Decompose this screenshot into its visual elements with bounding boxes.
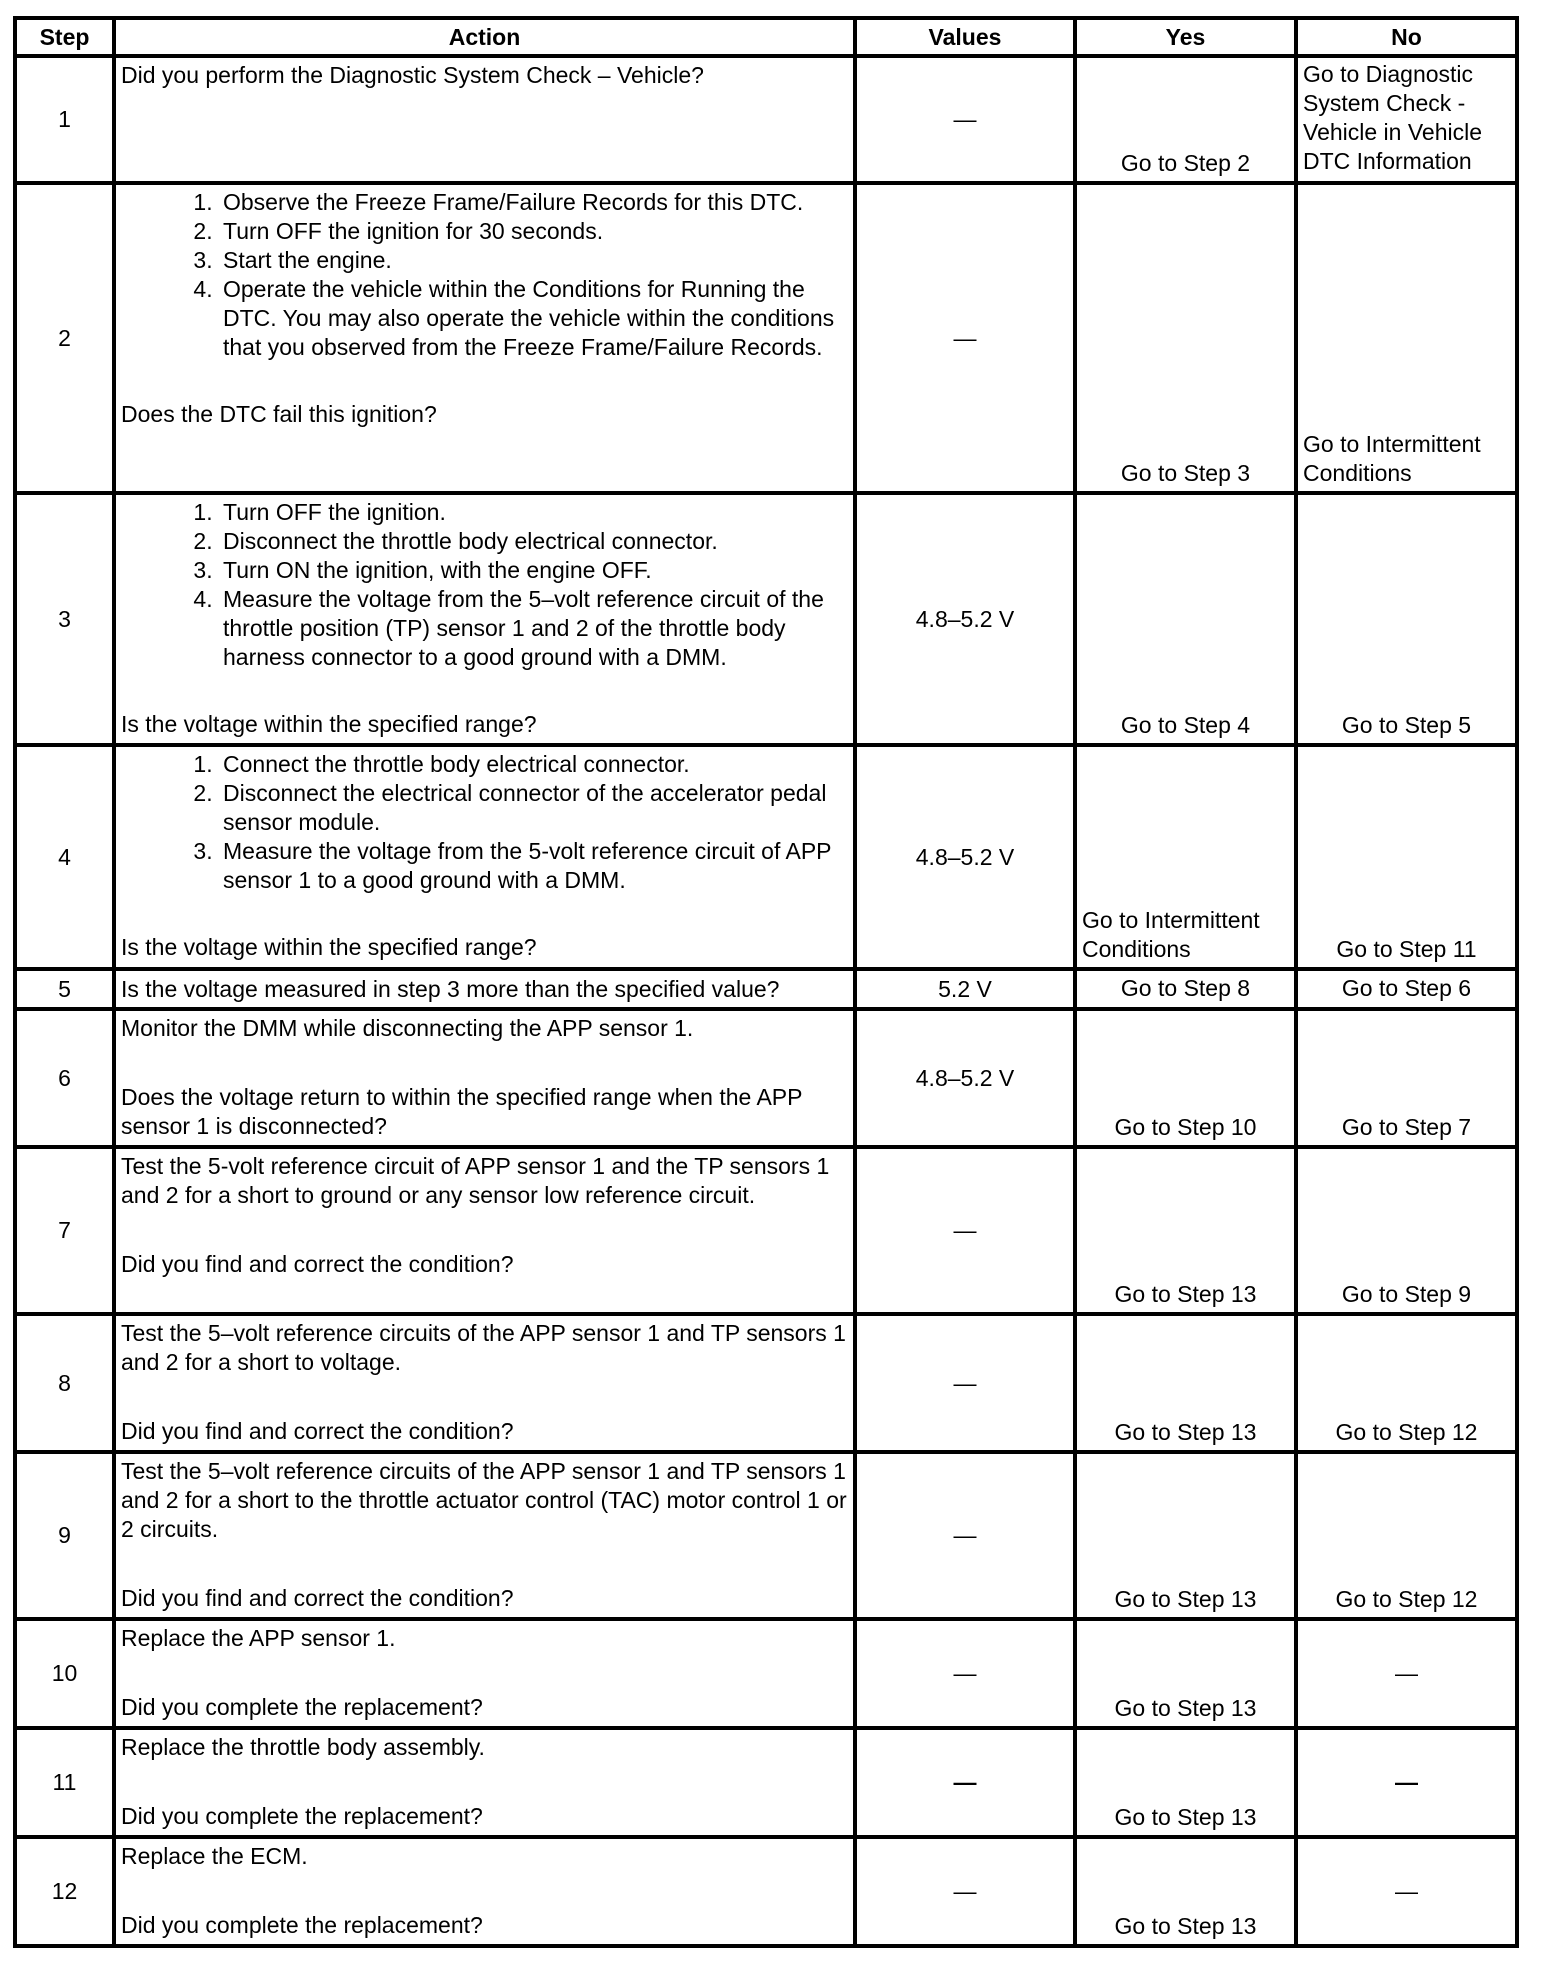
action-text: Replace the ECM.: [121, 1843, 308, 1869]
diagnostic-table: [13, 16, 1519, 1948]
action-question: Did you find and correct the condition?: [121, 1585, 514, 1611]
action-step-item: 4. Measure the voltage from the 5–volt reference circuit of the throttle position (TP) sensor 1 and 2 of the throttle body harness connector to a good ground with a DMM.: [219, 585, 849, 672]
header-no: No: [1296, 18, 1517, 56]
diagnostic-table-sheet: [13, 16, 1515, 1953]
action-question: Is the voltage within the specified range?: [121, 934, 537, 960]
action-text: Test the 5–volt reference circuits of the APP sensor 1 and TP sensors 1 and 2 for a short to the throttle actuator control (TAC) motor control 1 or 2 circuits.: [121, 1458, 847, 1542]
step-number: 9: [15, 1452, 114, 1619]
table-row: [15, 969, 1517, 1009]
no-cell: —: [1296, 1728, 1517, 1837]
action-cell: [114, 183, 855, 493]
action-question: Does the voltage return to within the specified range when the APP sensor 1 is disconnected?: [121, 1084, 803, 1139]
action-question: Did you find and correct the condition?: [121, 1418, 514, 1444]
action-question: Is the voltage within the specified range?: [121, 711, 537, 737]
yes-cell: Go to Intermittent Conditions: [1075, 745, 1296, 969]
action-cell: [114, 1837, 855, 1946]
no-cell: —: [1296, 1619, 1517, 1728]
yes-cell: Go to Step 13: [1075, 1619, 1296, 1728]
action-question: Did you complete the replacement?: [121, 1912, 483, 1938]
table-row: [15, 1147, 1517, 1314]
yes-cell: Go to Step 4: [1075, 493, 1296, 745]
no-cell: Go to Step 12: [1296, 1452, 1517, 1619]
yes-cell: Go to Step 2: [1075, 56, 1296, 183]
action-cell: [114, 1728, 855, 1837]
action-text: Replace the throttle body assembly.: [121, 1734, 485, 1760]
action-question: Did you complete the replacement?: [121, 1803, 483, 1829]
yes-cell: Go to Step 13: [1075, 1314, 1296, 1452]
no-cell: Go to Diagnostic System Check - Vehicle in Vehicle DTC Information: [1296, 56, 1517, 183]
action-step-item: 3. Turn ON the ignition, with the engine OFF.: [219, 556, 849, 585]
action-cell: [114, 56, 855, 183]
header-action: Action: [114, 18, 855, 56]
action-question: Does the DTC fail this ignition?: [121, 401, 437, 427]
no-cell: Go to Step 12: [1296, 1314, 1517, 1452]
header-step: Step: [15, 18, 114, 56]
values-cell: —: [855, 1147, 1075, 1314]
action-steps: [121, 750, 849, 895]
action-step-item: 2. Disconnect the electrical connector of the accelerator pedal sensor module.: [219, 779, 849, 837]
action-step-item: 1. Connect the throttle body electrical connector.: [219, 750, 849, 779]
values-cell: —: [855, 1837, 1075, 1946]
yes-cell: Go to Step 10: [1075, 1009, 1296, 1147]
action-text: Replace the APP sensor 1.: [121, 1625, 396, 1651]
action-step-item: 2. Turn OFF the ignition for 30 seconds.: [219, 217, 849, 246]
table-row: [15, 1009, 1517, 1147]
action-text: Monitor the DMM while disconnecting the APP sensor 1.: [121, 1015, 694, 1041]
action-text: Test the 5–volt reference circuits of the APP sensor 1 and TP sensors 1 and 2 for a short to voltage.: [121, 1320, 846, 1375]
step-number: 1: [15, 56, 114, 183]
action-question: Did you complete the replacement?: [121, 1694, 483, 1720]
no-cell: Go to Step 9: [1296, 1147, 1517, 1314]
action-cell: [114, 745, 855, 969]
no-cell: Go to Step 6: [1296, 969, 1517, 1009]
yes-cell: Go to Step 13: [1075, 1147, 1296, 1314]
step-number: 3: [15, 493, 114, 745]
step-number: 4: [15, 745, 114, 969]
action-cell: [114, 1619, 855, 1728]
action-step-item: 3. Start the engine.: [219, 246, 849, 275]
header-values: Values: [855, 18, 1075, 56]
header-row: [15, 18, 1517, 56]
action-text: Test the 5-volt reference circuit of APP sensor 1 and the TP sensors 1 and 2 for a short to ground or any sensor low reference circuit.: [121, 1153, 830, 1208]
step-number: 6: [15, 1009, 114, 1147]
action-step-item: 4. Operate the vehicle within the Conditions for Running the DTC. You may also operate the vehicle within the conditions that you observed from the Freeze Frame/Failure Records.: [219, 275, 849, 362]
action-steps: [121, 498, 849, 672]
no-cell: —: [1296, 1837, 1517, 1946]
values-cell: —: [855, 1728, 1075, 1837]
action-cell: [114, 1452, 855, 1619]
no-cell: Go to Step 7: [1296, 1009, 1517, 1147]
table-row: [15, 1452, 1517, 1619]
table-row: [15, 1837, 1517, 1946]
yes-cell: Go to Step 3: [1075, 183, 1296, 493]
step-number: 5: [15, 969, 114, 1009]
action-question: Did you find and correct the condition?: [121, 1251, 514, 1277]
no-cell: Go to Intermittent Conditions: [1296, 183, 1517, 493]
step-number: 12: [15, 1837, 114, 1946]
action-step-item: 2. Disconnect the throttle body electrical connector.: [219, 527, 849, 556]
header-yes: Yes: [1075, 18, 1296, 56]
action-steps: [121, 188, 849, 362]
action-step-item: 1. Turn OFF the ignition.: [219, 498, 849, 527]
values-cell: 5.2 V: [855, 969, 1075, 1009]
values-cell: 4.8–5.2 V: [855, 493, 1075, 745]
step-number: 11: [15, 1728, 114, 1837]
step-number: 7: [15, 1147, 114, 1314]
values-cell: —: [855, 183, 1075, 493]
action-question: Is the voltage measured in step 3 more than the specified value?: [114, 969, 855, 1009]
no-cell: Go to Step 11: [1296, 745, 1517, 969]
action-step-item: 1. Observe the Freeze Frame/Failure Records for this DTC.: [219, 188, 849, 217]
action-cell: [114, 493, 855, 745]
values-cell: —: [855, 1314, 1075, 1452]
action-cell: [114, 1147, 855, 1314]
action-step-item: 3. Measure the voltage from the 5-volt reference circuit of APP sensor 1 to a good ground with a DMM.: [219, 837, 849, 895]
action-cell: [114, 1314, 855, 1452]
yes-cell: Go to Step 13: [1075, 1837, 1296, 1946]
action-text: Did you perform the Diagnostic System Check – Vehicle?: [121, 62, 704, 88]
values-cell: 4.8–5.2 V: [855, 1009, 1075, 1147]
values-cell: 4.8–5.2 V: [855, 745, 1075, 969]
yes-cell: Go to Step 13: [1075, 1728, 1296, 1837]
step-number: 2: [15, 183, 114, 493]
yes-cell: Go to Step 8: [1075, 969, 1296, 1009]
yes-cell: Go to Step 13: [1075, 1452, 1296, 1619]
step-number: 8: [15, 1314, 114, 1452]
values-cell: —: [855, 1452, 1075, 1619]
table-row: [15, 493, 1517, 745]
table-row: [15, 745, 1517, 969]
no-cell: Go to Step 5: [1296, 493, 1517, 745]
table-row: [15, 56, 1517, 183]
action-cell: [114, 1009, 855, 1147]
values-cell: —: [855, 56, 1075, 183]
table-row: [15, 183, 1517, 493]
table-row: [15, 1314, 1517, 1452]
table-row: [15, 1728, 1517, 1837]
table-row: [15, 1619, 1517, 1728]
step-number: 10: [15, 1619, 114, 1728]
values-cell: —: [855, 1619, 1075, 1728]
